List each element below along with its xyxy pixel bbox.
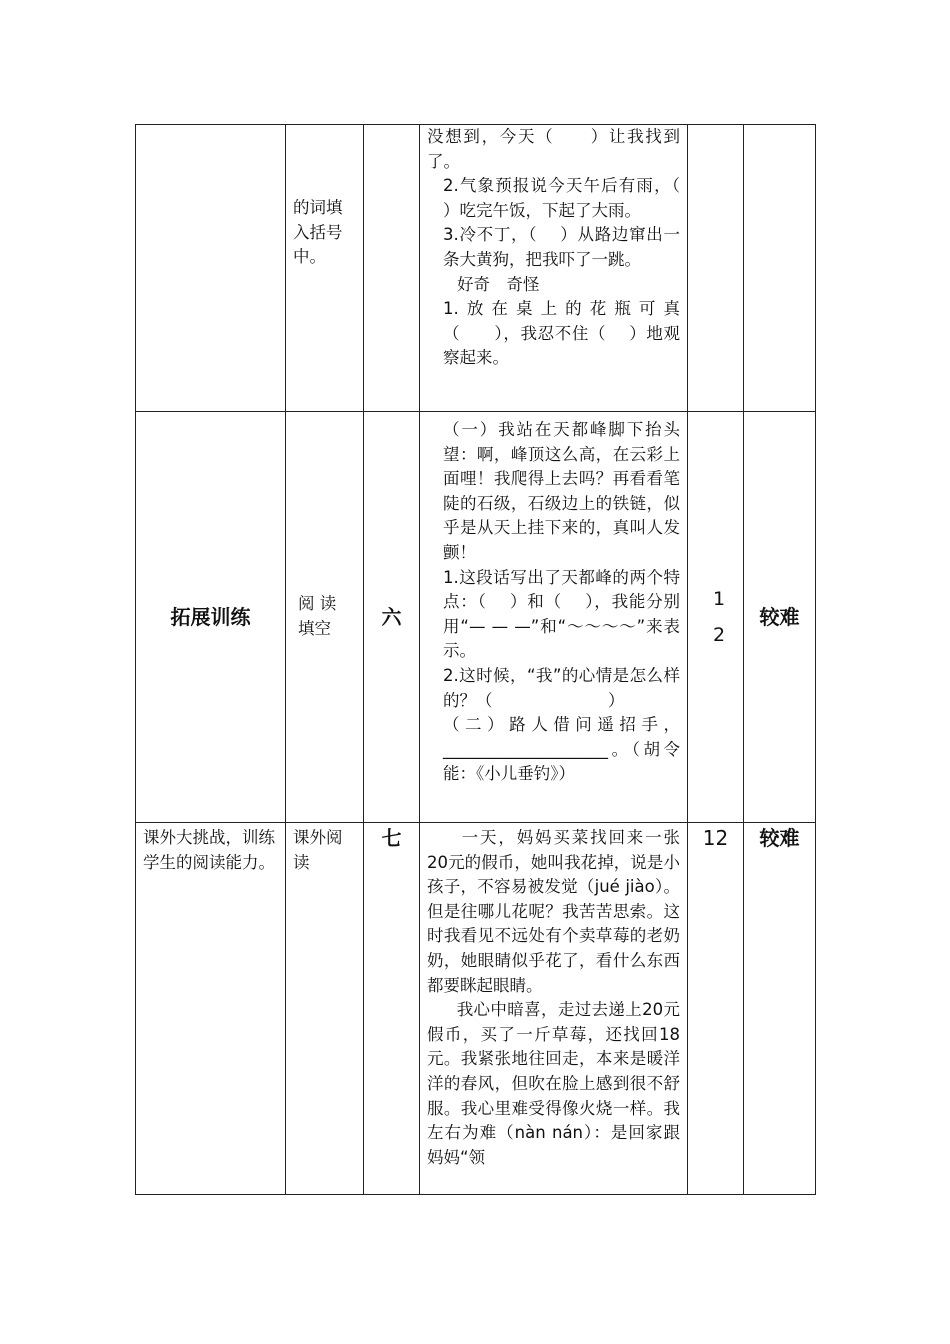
section-title: 拓展训练: [170, 604, 251, 629]
content-cell: [420, 823, 688, 1195]
content-cell: [420, 412, 688, 823]
difficulty-cell: [744, 125, 816, 412]
word-options: 好奇 奇怪: [457, 274, 540, 294]
score-value: 12: [712, 588, 726, 646]
type-text: 课外阅读: [293, 828, 343, 872]
question-line: 没想到，今天（ ）让我找到了。: [427, 127, 680, 171]
table-row: [136, 412, 816, 823]
difficulty-value: 较难: [759, 826, 800, 850]
question-line: 3.冷不丁，（ ）从路边窜出一条大黄狗，把我吓了一跳。: [443, 225, 680, 269]
number-cell: [364, 823, 420, 1195]
passage-text: 一天，妈妈买菜找回来一张20元的假币，她叫我花掉，说是小孩子，不容易被发觉（jué jiào）。但是往哪儿花呢？我苦苦思索。这时我看见不远处有个卖草莓的老奶奶，她眼睛似乎花了，看什么东西都要眯起眼睛。: [427, 828, 680, 995]
table-row: [136, 823, 816, 1195]
difficulty-value: 较难: [759, 604, 800, 629]
question-line: 2.这时候，“我”的心情是怎么样的？（ ）: [443, 665, 680, 710]
score-cell: [688, 823, 744, 1195]
type-cell: [286, 412, 364, 823]
passage-text: 我心中暗喜，走过去递上20元假币，买了一斤草莓，还找回18元。我紧张地往回走，本来是暖洋洋的春风，但吹在脸上感到很不舒服。我心里难受得像火烧一样。我左右为难（nàn nán）：是回家跟妈妈“领: [427, 1000, 680, 1167]
section-cell: [136, 412, 286, 823]
section-description: 课外大挑战，训练学生的阅读能力。: [143, 828, 275, 872]
question-number: 七: [381, 826, 402, 850]
question-line: 1.这段话写出了天都峰的两个特点：（ ）和（ ），我能分别用“— — —”和“～～～～”来表示。: [443, 567, 680, 661]
content-cell: [420, 125, 702, 412]
question-number: 六: [381, 604, 402, 629]
number-cell: [364, 412, 420, 823]
score-value: 12: [702, 826, 729, 850]
passage-text: （一）我站在天都峰脚下抬头望：啊，峰顶这么高，在云彩上面哩！我爬得上去吗？再看看笔陡的石级，石级边上的铁链，似乎是从天上挂下来的，真叫人发颤！: [443, 420, 680, 562]
question-line: 1.放在桌上的花瓶可真（ ），我忍不住（ ）地观察起来。: [443, 299, 680, 368]
type-text: 阅 读 填空: [298, 594, 337, 638]
exercise-table: [135, 124, 816, 1195]
question-line: 2.气象预报说今天午后有雨，（ ）吃完午饭，下起了大雨。: [443, 176, 702, 220]
section-cell: [136, 823, 286, 1195]
score-cell: [688, 125, 744, 412]
score-cell: [688, 412, 744, 823]
difficulty-cell: [744, 823, 816, 1195]
type-cell: [286, 125, 364, 412]
question-line: （二）路人借问遥招手，____________________。（胡令能：《小儿垂钓》）: [443, 715, 680, 784]
section-cell: [136, 125, 286, 412]
type-cell: [286, 823, 364, 1195]
difficulty-cell: [744, 412, 816, 823]
number-cell: [364, 125, 420, 412]
table-row: [136, 125, 816, 412]
type-text: 的词填入括号中。: [293, 198, 343, 267]
